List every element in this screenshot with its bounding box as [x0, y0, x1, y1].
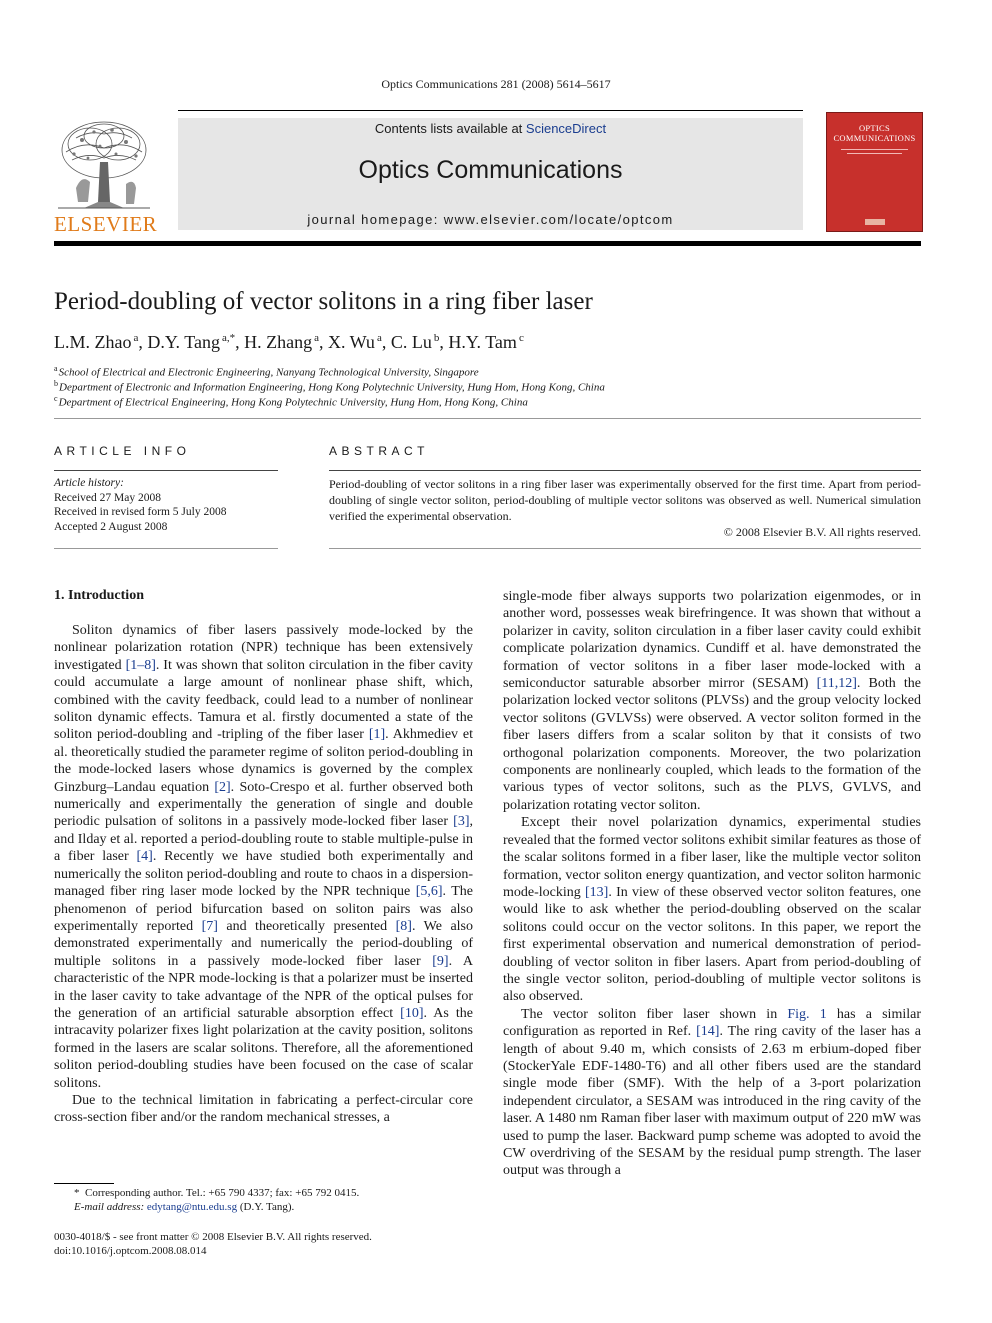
footnotes	[54, 1186, 474, 1214]
citation-link[interactable]: [5,6]	[415, 884, 443, 900]
abstract-text: Period-doubling of vector solitons in a ring fiber laser was experimentally observed for the first time. Apart from period-doubling of single vector soliton, period-doubling of multiple vector solitons was observed as well. Numerical simulation verified the experimental observation.	[329, 477, 921, 523]
citation-link[interactable]: [1–8]	[125, 657, 156, 673]
sciencedirect-link[interactable]: ScienceDirect	[525, 121, 607, 136]
journal-title: Optics Communications	[358, 156, 623, 184]
revised-date: Received in revised form 5 July 2008	[54, 506, 227, 518]
left-column	[54, 622, 473, 1127]
abstract-copyright: © 2008 Elsevier B.V. All rights reserved.	[723, 525, 921, 539]
citation-link[interactable]: [9]	[432, 953, 449, 969]
doi-line[interactable]: doi:10.1016/j.optcom.2008.08.014	[54, 1245, 207, 1257]
author-name: C. Lu	[390, 332, 432, 352]
affiliation-marker: b	[54, 379, 58, 388]
history-label: Article history:	[54, 477, 124, 489]
citation-link[interactable]: [3]	[453, 814, 470, 830]
corresponding-author-note	[54, 1186, 474, 1200]
footnote-marker: *	[74, 1187, 80, 1199]
author-name: X. Wu	[327, 332, 375, 352]
header-thick-rule	[54, 241, 921, 246]
citation-link[interactable]: [13]	[585, 884, 609, 900]
author-affiliation-marker[interactable]: c	[518, 332, 524, 344]
author-name: H.Y. Tam	[448, 332, 517, 352]
body-paragraph: Except their novel polarization dynamics, experimental studies revealed that the formed vector solitons exhibit similar features as those of the scalar solitons formed in a fiber laser, like the multiple vector soliton formation, vector soliton energy quantization, and vector soliton harmonic mode-locking [13]. In view of these observed vector soliton features, one would like to ask whether the period-doubling observed on the scalar solitons could occur on the vector solitons. In this paper, we report the first experimental observation and numerical demonstration of period-doubling of vector soliton in fiber lasers. Apart from period-doubling of the single vector soliton, period-doubling of multiple vector solitons is also observed.	[503, 815, 921, 1005]
cover-title-line1: OPTICS	[858, 123, 891, 133]
received-date: Received 27 May 2008	[54, 491, 161, 504]
affiliation-b	[54, 379, 605, 394]
citation-link[interactable]: [7]	[201, 918, 218, 934]
citation-link[interactable]: [10]	[400, 1005, 424, 1021]
cover-title	[831, 123, 918, 143]
abstract-heading: ABSTRACT	[329, 444, 430, 458]
email-suffix: (D.Y. Tang).	[237, 1201, 295, 1213]
citation-link[interactable]: [1]	[368, 727, 386, 743]
email-label: E-mail address:	[74, 1201, 145, 1213]
divider	[54, 418, 921, 419]
citation-link[interactable]: Fig. 1	[787, 1006, 827, 1022]
author-affiliation-marker[interactable]: a	[133, 332, 139, 344]
author-name: L.M. Zhao	[54, 332, 132, 352]
article-history	[54, 476, 278, 534]
affiliation-a	[54, 364, 479, 379]
affiliation-c	[54, 394, 528, 409]
journal-homepage[interactable]: journal homepage: www.elsevier.com/locate/optcom	[307, 212, 674, 227]
journal-reference: Optics Communications 281 (2008) 5614–5617	[381, 77, 611, 91]
author-name: H. Zhang	[244, 332, 313, 352]
cover-decoration-line	[847, 153, 902, 154]
citation-link[interactable]: [11,12]	[816, 676, 857, 692]
author-affiliation-marker[interactable]: a,*	[221, 332, 236, 344]
affiliation-marker: a	[54, 364, 58, 373]
article-title: Period-doubling of vector solitons in a ring fiber laser	[54, 288, 593, 315]
cover-decoration-line	[841, 149, 908, 150]
divider	[329, 548, 921, 549]
body-paragraph: Soliton dynamics of fiber lasers passively mode-locked by the nonlinear polarization rotation (NPR) technique has been extensively investigated [1–8]. It was shown that soliton circulation in the fiber cavity could accumulate a large amount of nonlinear phase shift, which, combined with the cavity feedback, could lead to a number of nonlinear soliton dynamic effects. Tamura et al. firstly documented a state of the soliton period-doubling and -tripling of the fiber laser [1]. Akhmediev et al. theoretically studied the parameter regime of soliton period-doubling in the mode-locked lasers whose dynamics is governed by the complex Ginzburg–Landau equation [2]. Soto-Crespo et al. further observed both numerically and experimentally the generation of single and double periodic pulsation of solitons in a passively mode-locked fiber laser [3], and Ilday et al. reported a period-doubling route to stable multiple-pulse in a fiber laser [4]. Recently we have studied both experimentally and numerically the soliton period-doubling and route to chaos in a dispersion-managed fiber ring laser mode locked by the NPR technique [5,6]. The phenomenon of period bifurcation based on soliton pairs was also experimentally reported [7] and theoretically presented [8]. We also demonstrated experimentally and numerically the period-doubling of multiple solitons in a passively mode-locked fiber laser [9]. A characteristic of the NPR mode-locking is that a polarizer must be inserted in the laser cavity to take advantage of the NPR of the optical pulses for the generation of an artificial saturable absorption effect [10]. As the intracavity polarizer fixes light polarization at the cavity position, solitons formed in the lasers are scalar solitons. Therefore, all the aforementioned soliton period-doubling studies have been focused on the case of scalar solitons.	[54, 623, 474, 1091]
body-paragraph: single-mode fiber always supports two polarization eigenmodes, or in another word, possesses weak birefringence. It was shown that without a polarizer in cavity, soliton circulation in a fiber laser cavity could exhibit complicate polarization dynamics. Cundiff et al. have demonstrated the formation of vector solitons in a fiber laser mode-locked with a semiconductor saturable absorber mirror (SESAM) [11,12]. Both the polarization locked vector solitons (PLVSs) and the group velocity locked vector solitons (GVLVSs) were observed. A vector soliton formed in the fiber lasers differs from a scalar soliton by that it consists of two orthogonal polarization components. Moreover, the two polarization components are nonlinearly coupled, which leads to the formation of the various types of vector solitons, such as the PLVS, GVLVS, and polarization rotating vector soliton.	[503, 589, 921, 813]
citation-link[interactable]: [8]	[395, 918, 412, 934]
cover-title-line2: COMMUNICATIONS	[833, 133, 916, 143]
contents-prefix: Contents lists available at	[374, 121, 526, 136]
section-heading-introduction: 1. Introduction	[54, 588, 144, 603]
email-note	[54, 1200, 474, 1214]
journal-banner	[178, 118, 803, 230]
footnote-rule	[54, 1183, 114, 1184]
header-top-rule	[178, 110, 803, 111]
right-column	[503, 588, 921, 1180]
divider	[54, 548, 278, 549]
divider	[54, 470, 278, 471]
divider	[329, 470, 921, 471]
abstract-body	[329, 476, 921, 540]
elsevier-logo[interactable]	[54, 118, 158, 236]
affiliation-text: Department of Electrical Engineering, Hong Kong Polytechnic University, Hung Hom, Hong Kong, China	[58, 396, 528, 409]
body-paragraph: The vector soliton fiber laser shown in Fig. 1 has a similar configuration as reported in Ref. [14]. The ring cavity of the laser has a length of about 9.40 m, which consists of 2.63 m erbium-doped fiber (StockerYale EDF-1480-T6) and all other fibers used are the standard single mode fiber (SMF). With the help of a 3-port polarization independent circulator, a SESAM was introduced in the ring cavity of the laser. A 1480 nm Raman fiber laser with maximum output of 220 mW was used to pump the laser. Backward pump scheme was adopted to avoid the CW overdriving of the SESAM by the residual pump strength. The laser output was through a	[503, 1006, 922, 1179]
email-link[interactable]: edytang@ntu.edu.sg	[146, 1201, 238, 1213]
corresponding-author-text: Corresponding author. Tel.: +65 790 4337; fax: +65 792 0415.	[85, 1187, 360, 1199]
journal-cover-thumbnail[interactable]	[826, 112, 923, 232]
elsevier-tree-icon	[54, 118, 154, 210]
author-affiliation-marker[interactable]: a	[376, 332, 382, 344]
issn-line: 0030-4018/$ - see front matter © 2008 Elsevier B.V. All rights reserved.	[54, 1231, 372, 1243]
author-name: D.Y. Tang	[147, 332, 220, 352]
accepted-date: Accepted 2 August 2008	[54, 520, 168, 533]
article-info-heading: ARTICLE INFO	[54, 444, 191, 458]
affiliation-text: Department of Electronic and Information Engineering, Hong Kong Polytechnic University, Hung Hom, Hong Kong, China	[59, 381, 605, 394]
bottom-info	[54, 1230, 372, 1258]
citation-link[interactable]: [2]	[214, 779, 231, 795]
author-affiliation-marker[interactable]: b	[433, 332, 440, 344]
affiliation-marker: c	[54, 394, 58, 403]
citation-link[interactable]: [14]	[696, 1024, 720, 1040]
contents-line	[178, 121, 803, 136]
affiliation-text: School of Electrical and Electronic Engineering, Nanyang Technological University, Singapore	[58, 366, 479, 379]
body-paragraph: Due to the technical limitation in fabricating a perfect-circular core cross-section fiber and/or the random mechanical stresses, a	[54, 1092, 473, 1126]
author-affiliation-marker[interactable]: a	[314, 332, 319, 344]
author-list: L.M. Zhao $^a$, D.Y. Tang $^{a,*}$, H. Zhang $^a$, X. Wu $^a$, C. Lu $^b$, H.Y. Tam $^c$	[54, 332, 524, 352]
citation-link[interactable]: [4]	[136, 849, 153, 865]
elsevier-wordmark: ELSEVIER	[54, 212, 158, 236]
cover-publisher-mark	[865, 219, 885, 225]
